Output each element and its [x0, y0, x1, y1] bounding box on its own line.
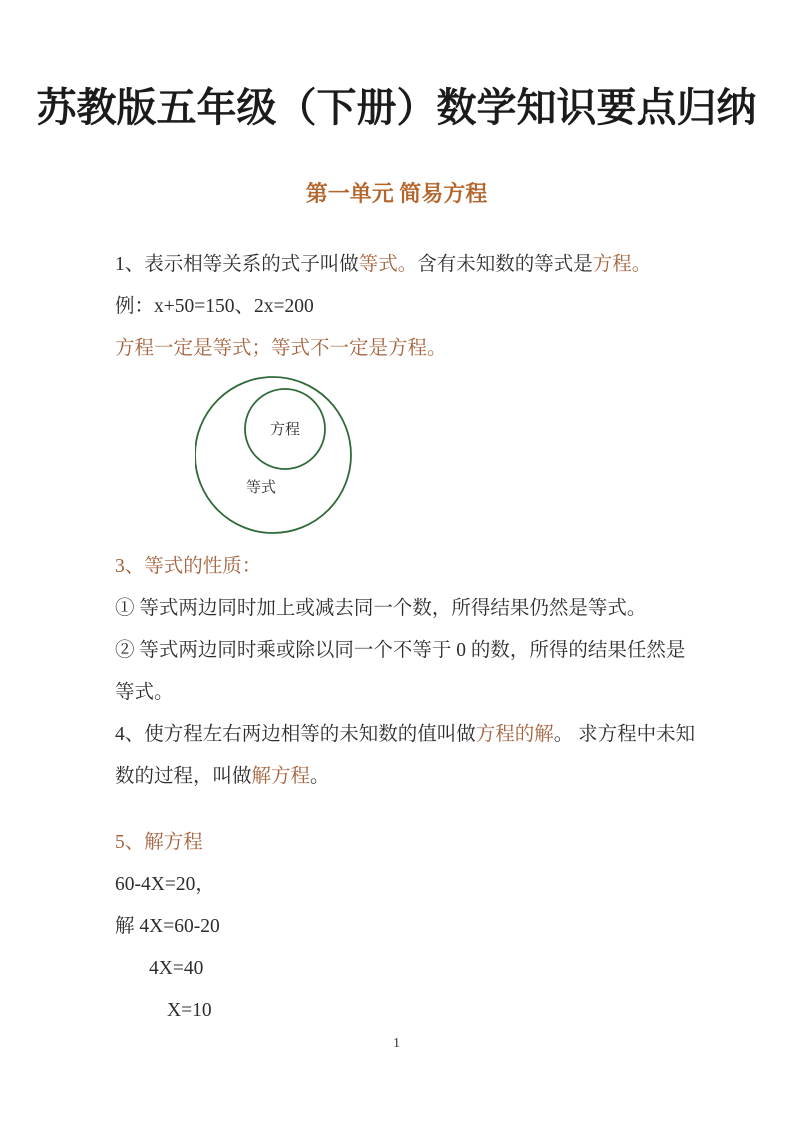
- highlighted-term: 方程一定是等式；等式不一定是方程。: [115, 338, 447, 359]
- paragraphs-after-diagram: [115, 546, 703, 1032]
- body-text: 。: [310, 766, 330, 787]
- body-text: 例：x+50=150、2x=200: [115, 296, 314, 317]
- text-line: [115, 990, 703, 1032]
- equation-sets-diagram: [195, 374, 515, 540]
- highlighted-term: 解方程: [251, 766, 311, 787]
- body-text: 数的过程，叫做: [115, 766, 252, 787]
- text-line: [115, 286, 703, 328]
- outer-circle-equality: [195, 377, 351, 533]
- highlighted-term: 等式。: [358, 254, 418, 275]
- paragraphs-before-diagram: [115, 244, 703, 370]
- text-line: [115, 822, 703, 864]
- body-text: 含有未知数的等式是: [417, 254, 593, 275]
- body-text: X=10: [167, 1000, 212, 1021]
- text-line: [115, 906, 703, 948]
- highlighted-term: 5、解方程: [115, 832, 203, 853]
- text-line: [115, 630, 703, 672]
- section-heading: 第一单元 简易方程: [305, 181, 488, 206]
- body-text: ① 等式两边同时加上或减去同一个数，所得结果仍然是等式。: [115, 598, 647, 619]
- text-line: [115, 714, 703, 756]
- body-text: 等式。: [115, 682, 174, 703]
- highlighted-term: 方程的解: [475, 724, 554, 745]
- document-body: [115, 244, 703, 1032]
- inner-circle-label: 方程: [269, 422, 301, 438]
- body-text: 4X=40: [149, 958, 204, 979]
- text-line: [115, 546, 703, 588]
- body-text: 。 求方程中未知: [553, 724, 696, 745]
- text-line: [115, 756, 703, 798]
- highlighted-term: 3、等式的性质：: [115, 556, 262, 577]
- text-line: [115, 328, 703, 370]
- text-line: [115, 588, 703, 630]
- body-text: 1、表示相等关系的式子叫做: [115, 254, 359, 275]
- page-number: 1: [393, 1036, 400, 1051]
- venn-diagram: [195, 374, 703, 540]
- body-text: 解 4X=60-20: [115, 916, 220, 937]
- text-line: [115, 244, 703, 286]
- body-text: ② 等式两边同时乘或除以同一个不等于 0 的数，所得的结果任然是: [115, 640, 686, 661]
- body-text: 60-4X=20，: [115, 874, 215, 895]
- highlighted-term: 方程。: [592, 254, 652, 275]
- text-line: [115, 948, 703, 990]
- document-title: 苏教版五年级（下册）数学知识要点归纳: [36, 85, 757, 130]
- text-line: [115, 864, 703, 906]
- outer-circle-label: 等式: [245, 480, 277, 496]
- body-text: 4、使方程左右两边相等的未知数的值叫做: [115, 724, 476, 745]
- text-line: [115, 672, 703, 714]
